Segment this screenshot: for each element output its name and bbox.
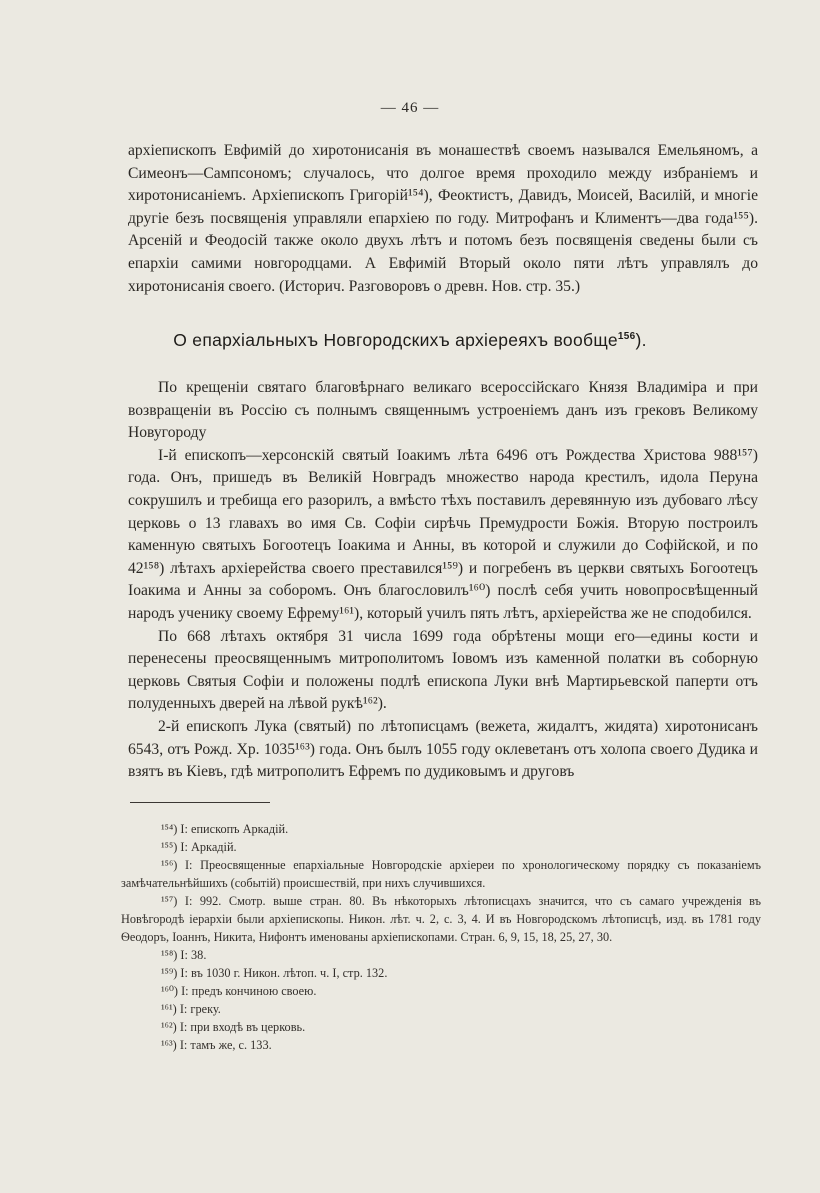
paragraph-relics: По 668 лѣтахъ октября 31 числа 1699 года обрѣтены мощи его—едины кости и перенесены преосвященнымъ митрополитомъ Іовомъ изъ каменной полатки въ соборную церковь Святыя Софіи и положены подлѣ епископа Луки внѣ Мартирьевской паперти отъ полуденныхъ дверей на лѣвой рукѣ¹⁶²). [128, 627, 758, 713]
footnote-162: ¹⁶²) І: при входѣ въ церковь. [161, 1020, 306, 1034]
footnotes [121, 820, 761, 1054]
section-heading-tail: ). [635, 330, 647, 350]
page-number: — 46 — [380, 100, 440, 116]
footnote-divider [130, 802, 270, 803]
footnote-156: ¹⁵⁶) І: Преосвященные епархіальные Новгородскіе архіереи по хронологическому порядку съ показаніемъ замѣчательнѣйшихъ (событій) происшествій, при нихъ случившихся. [121, 858, 761, 890]
footnote-154: ¹⁵⁴) І: епископъ Аркадій. [161, 822, 289, 836]
footnote-160: ¹⁶⁰) І: предъ кончиною своею. [161, 984, 317, 998]
section-heading-text: О епархіальныхъ Новгородскихъ архіереяхъ вообще [173, 330, 618, 350]
main-text [128, 377, 758, 784]
section-heading [0, 330, 820, 351]
footnote-159: ¹⁵⁹) І: въ 1030 г. Никон. лѣтоп. ч. І, стр. 132. [161, 966, 388, 980]
footnote-158: ¹⁵⁸) І: 38. [161, 948, 207, 962]
footnote-163: ¹⁶³) І: тамъ же, с. 133. [161, 1038, 272, 1052]
paragraph-bishop-2: 2-й епископъ Лука (святый) по лѣтописцамъ (вежета, жидалтъ, жидята) хиротонисанъ 6543, отъ Рожд. Хр. 1035¹⁶³) года. Онъ былъ 1055 году оклеветанъ отъ холопа своего Дудика и взятъ въ Кіевъ, гдѣ митрополитъ Ефремъ по дудиковымъ и друговъ [128, 717, 758, 781]
footnote-157: ¹⁵⁷) І: 992. Смотр. выше стран. 80. Въ нѣкоторыхъ лѣтописцахъ значится, что съ самаго учрежденія въ Новѣгородѣ іерархіи были архіепископы. Никон. лѣт. ч. 2, с. 3, 4. И въ Новгородскомъ лѣтописцѣ, изд. въ 1781 году Ѳеодоръ, Іоаннъ, Никита, Нифонтъ именованы архіепископами. Стран. 6, 9, 15, 18, 25, 27, 30. [121, 894, 761, 944]
continued-paragraph: архіепископъ Евфимій до хиротонисанія въ монашествѣ своемъ назывался Емельяномъ, а Симеонъ—Сампсономъ; случалось, что долгое время проходило между избраніемъ и хиротонисаніемъ. Архіепископъ Григорій¹⁵⁴), Феоктистъ, Давидъ, Моисей, Василій, и многіе другіе безъ посвященія управляли епархіею по году. Митрофанъ и Климентъ—два года¹⁵⁵). Арсеній и Феодосій также около двухъ лѣтъ и потомъ безъ посвященія сведены были съ епархіи самими новгородцами. А Евфимій Вторый около пяти лѣтъ управлялъ до хиротонисанія своего. (Историч. Разговоровъ о древн. Нов. стр. 35.) [128, 142, 758, 295]
footnote-161: ¹⁶¹) І: греку. [161, 1002, 221, 1016]
continued-paragraph-block [128, 140, 758, 298]
paragraph-intro: По крещеніи святаго благовѣрнаго великаго всероссійскаго Князя Владиміра и при возвращеніи въ Россію съ полнымъ священнымъ устроеніемъ данъ изъ грековъ Великому Новугороду [128, 379, 758, 442]
paragraph-bishop-1: І-й епископъ—херсонскій святый Іоакимъ лѣта 6496 отъ Рождества Христова 988¹⁵⁷) года. Онъ, пришедъ въ Великій Новградъ множество народа крестилъ, идола Перуна сокрушилъ и требища его разорилъ, а вмѣсто тѣхъ поставилъ деревянную изъ дубоваго лѣсу церковь о 13 главахъ во имя Св. Софіи сирѣчь Премудрости Божія. Вторую построилъ каменную святыхъ Богоотецъ Іоакима и Анны, въ которой и служили до Софійской, и по 42¹⁵⁸) лѣтахъ архіерейства своего преставился¹⁵⁹) и погребенъ въ церкви святыхъ Богоотецъ Іоакима и Анны за соборомъ. Онъ благословилъ¹⁶⁰) послѣ себя учить новопросвѣщенный народъ ученику своему Ефрему¹⁶¹), который училъ пять лѣтъ, архіерейства же не сподобился. [128, 446, 758, 622]
footnote-155: ¹⁵⁵) І: Аркадій. [161, 840, 237, 854]
section-heading-note-ref: 156 [617, 331, 636, 343]
